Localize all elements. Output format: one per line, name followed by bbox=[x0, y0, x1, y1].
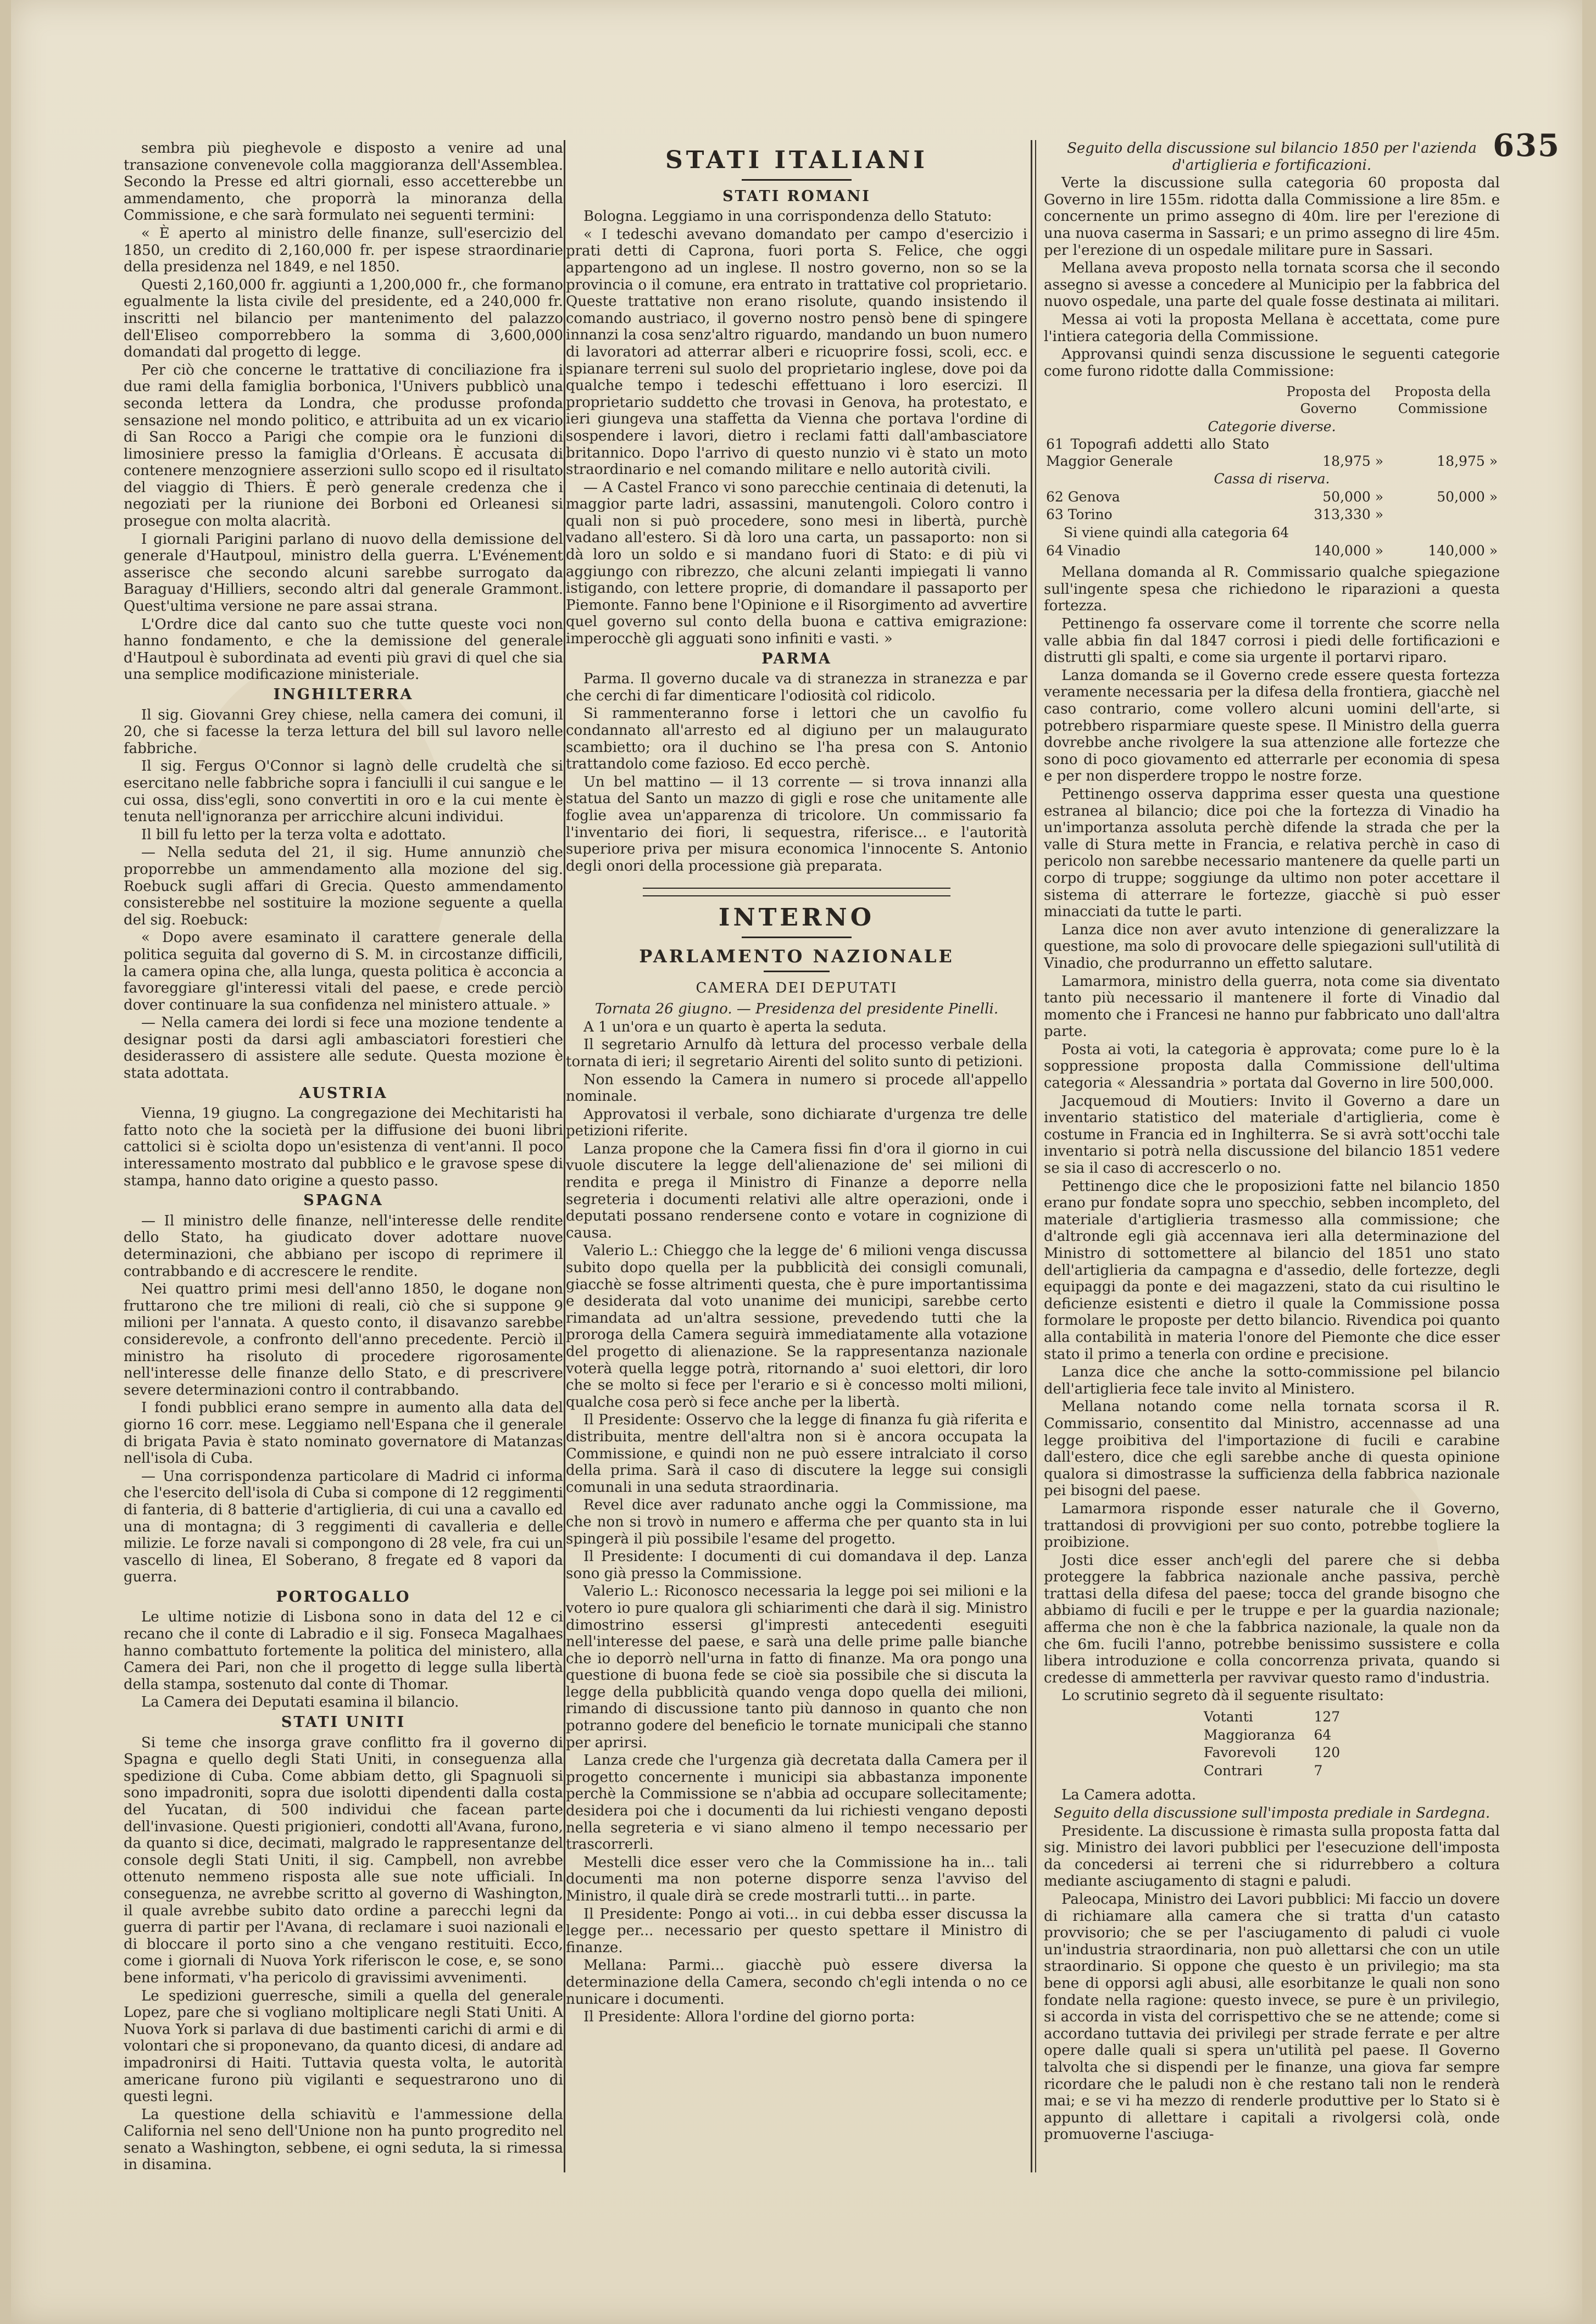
newspaper-page bbox=[11, 0, 1582, 2324]
table-row: 64 Vinadio 140,000 » 140,000 » bbox=[1046, 542, 1498, 559]
paragraph: « I tedeschi avevano domandato per campo d'esercizio i prati detti di Caprona, fuori porta S. Felice, che oggi appartengono ad un inglese. Il nostro governo, non so se la provincia o il comune, era entrato in trattative col proprietario. Queste trattative non erano risolute, quando insistendo il comando austriaco, il governo nostro pensò bene di spingere innanzi la cosa senz'altro riguardo, mandando un buon numero di lavoratori ad atterrar alberi e ricuoprire fossi, scoli, ecc. e spianare terreni sul suolo del proprietario inglese, dove poi da qualche tempo i tedeschi effettuano i loro esercizi. Il proprietario suddetto che trovasi in Genova, ha protestato, e ieri giungeva una staffetta da Vienna che portava l'ordine di sospendere i lavori, dietro i reclami fatti dall'ambasciatore britannico. Dopo l'arrivo di questo nunzio vi è stato un moto straordinario e nel comando militare e nello autorità civili. bbox=[566, 226, 1027, 478]
session-line: Tornata 26 giugno. — Presidenza del presidente Pinelli. bbox=[594, 1001, 999, 1018]
paragraph: Pettinengo dice che le proposizioni fatte nel bilancio 1850 erano pur fondate sopra uno specchio, sebben incompleto, del materiale d'artiglieria trasmesso alla commissione; che d'altronde egli già accennava ieri alla determinazione del Ministro di sottomettere al bilancio del 1851 uno stato dell'artiglieria da campagna e d'assedio, delle fortezze, degli equipaggi da ponte e dei magazzeni, stato da cui risultino le deficienze esistenti e dietro il quale la Commissione possa formolare le proposte per detto bilancio. Rivendica poi quanto alla contabilità in materia l'onore del Piemonte che dice esser stato il primo a tenerla con ordine e precisione. bbox=[1044, 1178, 1500, 1363]
paragraph: Valerio L.: Chieggo che la legge de' 6 milioni venga discussa subito dopo quella per la pubblicità dei consigli comunali, giacchè se fosse altrimenti questa, che è pure importantissima e desiderata dal voto unanime dei municipi, sarebbe certo rimandata ad un'altra sessione, prevedendo tutti che la proroga della Camera seguirà immediatamente alla votazione del progetto di alienazione. Se la rappresentanza nazionale voterà quella legge potrà, ritornando a' suoi elettori, dir loro che se molto si fece per l'erario e si è concesso molti milioni, qualche cosa però si fece anche per la libertà. bbox=[566, 1242, 1027, 1411]
paragraph: — A Castel Franco vi sono parecchie centinaia di detenuti, la maggior parte ladri, assassini, manutengoli. Coloro contro i quali non si può procedere, sono mesi in libertà, purchè vadano all'estero. Si dà loro una carta, un passaporto: non si dà loro un soldo e si mandano fuori di Stato: e di più vi aggiungo con ribrezzo, che alcuni zelanti impiegati li vanno istigando, con lettere proprie, di domandare il passaporto per Piemonte. Fanno bene l'Opinione e il Risorgimento ad avvertire quel governo sul conto della buona e cattiva emigrazione: imperocchè gli agguati sono infiniti e vasti. » bbox=[566, 479, 1027, 648]
paragraph: Il Presidente: I documenti di cui domandava il dep. Lanza sono già presso la Commissione. bbox=[566, 1548, 1027, 1582]
paragraph: Si rammenteranno forse i lettori che un cavolfio fu condannato all'arresto ed al digiuno per un malaugurato scambietto; ora il duchino se l'ha presa con S. Antonio trattandolo come fazioso. Ed ecco perchè. bbox=[566, 705, 1027, 773]
paragraph: Josti dice esser anch'egli del parere che si debba proteggere la fabbrica nazionale anche passiva, perchè trattasi della difesa del paese; tocca del grande bisogno che abbiamo di fucili e per le truppe e per la guardia nazionale; afferma che non è che la fabbrica nazionale, la quale non da che 6m. fucili l'anno, potrebbe benissimo sussistere e colla libera introduzione e colla concorrenza privata, quando si credesse di ammetterla per ravvivar questo ramo d'industria. bbox=[1044, 1552, 1500, 1686]
paragraph: Le ultime notizie di Lisbona sono in data del 12 e ci recano che il conte di Labradio e il sig. Fonseca Magalhaes hanno combattuto fortemente la politica del ministero, alla Camera dei Pari, non che il progetto di legge sulla libertà della stampa, sostenuto dal conte di Thomar. bbox=[124, 1609, 563, 1693]
table-row: Contrari 7 bbox=[1203, 1762, 1323, 1779]
paragraph: Mestelli dice esser vero che la Commissione ha in... tali documenti ma non poterne disporre senza l'avviso del Ministro, il quale dirà se crede mostrarli tutti... in parte. bbox=[566, 1854, 1027, 1904]
paragraph: Approvansi quindi senza discussione le seguenti categorie come furono ridotte dalla Commissione: bbox=[1044, 346, 1500, 380]
paragraph: Messa ai voti la proposta Mellana è accettata, come pure l'intiera categoria della Commissione. bbox=[1044, 311, 1500, 345]
paragraph: A 1 un'ora e un quarto è aperta la seduta. bbox=[583, 1018, 887, 1035]
paragraph: Le spedizioni guerresche, simili a quella del generale Lopez, pare che si vogliano moltiplicare negli Stati Uniti. A Nuova York si parlava di due bastimenti carichi di armi e di volontari che si proponevano, da quanto dicesi, di andare ad impadronirsi di Haiti. Tuttavia questa volta, le autorità americane furono più vigilanti e sequestrarono uno di questi legni. bbox=[124, 1987, 563, 2105]
paragraph: Il Presidente: Allora l'ordine del giorno porta: bbox=[583, 2009, 915, 2026]
paragraph: Bologna. Leggiamo in una corrispondenza dello Statuto: bbox=[583, 208, 992, 225]
vote-result-table bbox=[1194, 1708, 1350, 1780]
page-number: 635 bbox=[1493, 127, 1560, 164]
paragraph: Pettinengo osserva dapprima esser questa una questione estranea al bilancio; dice poi che la fortezza di Vinadio ha un'importanza assoluta perchè difende la strada che per la valle di Stura mette in Francia, e relativa perchè in caso di pericolo non sarebbe necessario mantenere da quelle parti un corpo di truppe; soggiunge da ultimo non poter accettare il sistema di atterrare le fortezze, giacchè si può esser minacciati da tutte le parti. bbox=[1044, 785, 1500, 921]
title-stati-italiani: STATI ITALIANI bbox=[665, 146, 928, 174]
paragraph: Revel dice aver radunato anche oggi la Commissione, ma che non si trovò in numero e afferma che per quanto sta in lui spingerà il più possibile l'esame del progetto. bbox=[566, 1497, 1027, 1547]
paragraph: Lanza dice che anche la sotto-commissione pel bilancio dell'artiglieria fece tale invito al Ministero. bbox=[1044, 1364, 1500, 1397]
paragraph: — Il ministro delle finanze, nell'interesse delle rendite dello Stato, ha giudicato dover adottare nuove determinazioni, che abbiano per iscopo di reprimere il contrabbando e di accrescere le rendite. bbox=[124, 1212, 563, 1280]
section-heading-inghilterra: INGHILTERRA bbox=[273, 686, 414, 703]
paragraph: Mellana notando come nella tornata scorsa il R. Commissario, consentito dal Ministro, accennasse ad una legge proibitiva del l'importazione di fucili e carabine dall'estero, dice che egli sarebbe anche di questa opinione qualora si dimostrasse la sufficienza della fabbrica nazionale pei bisogni del paese. bbox=[1044, 1398, 1500, 1500]
paragraph: Vienna, 19 giugno. La congregazione dei Mechitaristi ha fatto noto che la società per la diffusione dei buoni libri cattolici si è sciolta dopo un'esistenza di vent'anni. Il poco interessamento mostrato dal pubblico e le gravose spese di stampa, hanno dato origine a questo passo. bbox=[124, 1105, 563, 1189]
paragraph: Il sig. Giovanni Grey chiese, nella camera dei comuni, il 20, che si facesse la terza lettura del bill sul lavoro nelle fabbriche. bbox=[124, 706, 563, 757]
paragraph: Lo scrutinio segreto dà il seguente risultato: bbox=[1061, 1687, 1384, 1704]
paragraph: Paleocapa, Ministro dei Lavori pubblici: Mi faccio un dovere di richiamare alla camera che si tratta d'un catasto provvisorio; che se per l'asciugamento di paludi ci vuole un'industria straordinaria, non può allettarsi che con un utile straordinario. Si oppone che questo è un privilegio; ma sta bene di opporsi agli abusi, alle esorbitanze le quali non sono fondate nella ragione: questo invece, se pure è un privilegio, si accorda in vista del corrispettivo che se ne attende; come si accordano tuttavia dei privilegi per strade ferrate e per altre opere dalle quali si spera un'utilità pel paese. Il Governo talvolta che si dispendi per le finanze, una giova far sempre ricordare che le paludi non è che restano tali non le renderà mai; e se vi ha mezzo di renderle produttive per lo Stato si è appunto di allettare i capitali a rivolgersi colà, onde promuoverne l'asciuga- bbox=[1044, 1891, 1500, 2143]
paragraph: « È aperto al ministro delle finanze, sull'esercizio del 1850, un credito di 2,160,000 fr. per ispese straordinarie della presidenza nel 1849, e nel 1850. bbox=[124, 225, 563, 276]
section-heading-parma: PARMA bbox=[761, 650, 832, 667]
paragraph: Verte la discussione sulla categoria 60 proposta dal Governo in lire 155m. ridotta dalla Commissione a lire 85m. e concernente un primo assegno di 40m. lire per l'erezione di una nuova caserma in Sassari; e un primo assegno di lire 45m. per l'erezione di un ospedale militare pure in Sassari. bbox=[1044, 175, 1500, 259]
title-rule bbox=[764, 971, 830, 972]
paragraph: Presidente. La discussione è rimasta sulla proposta fatta dal sig. Ministro dei lavori pubblici per l'esecuzione dell'imposta da concedersi ai terreni che si ridurrebbero a coltura mediante asciugamento di stagni e paludi. bbox=[1044, 1823, 1500, 1890]
paragraph: Mellana: Parmi... giacchè può essere diversa la determinazione della Camera, secondo ch'egli intenda o no ce nunicare i documenti. bbox=[566, 1957, 1027, 2008]
paragraph: Un bel mattino — il 13 corrente — si trova innanzi alla statua del Santo un mazzo di gigli e rose che unitamente alle foglie avea un'apparenza di tricolore. Un commissario fa l'inventario dei fiori, li sequestra, riferisce... e l'autorità superiore priva per misura economica l'innocente S. Antonio degli onori della processione già preparata. bbox=[566, 773, 1027, 874]
column-2 bbox=[566, 140, 1027, 2027]
column-rule bbox=[1031, 140, 1032, 2172]
table-note-row: Si viene quindi alla categoria 64 bbox=[1064, 525, 1289, 541]
paragraph: Questi 2,160,000 fr. aggiunti a 1,200,000 fr., che formano egualmente la lista civile del presidente, ed a 240,000 fr. inscritti nel bilancio per mantenimento del palazzo dell'Eliseo comporrebbero la somma di 3,600,000 domandati dal progetto di legge. bbox=[124, 276, 563, 361]
paragraph: Non essendo la Camera in numero si procede all'appello nominale. bbox=[566, 1071, 1027, 1105]
column-1 bbox=[124, 140, 563, 2175]
paragraph: Mellana aveva proposto nella tornata scorsa che il secondo assegno si avesse a concedere al Municipio per la fabbrica del nuovo ospedale, una parte del quale fosse destinata ai militari. bbox=[1044, 260, 1500, 310]
table-row: Favorevoli 120 bbox=[1203, 1745, 1341, 1761]
subsection-heading: Seguito della discussione sull'imposta prediale in Sardegna. bbox=[1053, 1805, 1491, 1821]
paragraph: Mellana domanda al R. Commissario qualche spiegazione sull'ingente spesa che richiedono le riparazioni a questa fortezza. bbox=[1044, 564, 1500, 615]
section-heading-stati-romani: STATI ROMANI bbox=[722, 187, 871, 205]
paragraph: Il Presidente: Pongo ai voti... in cui debba esser discussa la legge per... necessario per questo spettare il Ministro di finanze. bbox=[566, 1905, 1027, 1956]
paragraph: Si teme che insorga grave conflitto fra il governo di Spagna e quello degli Stati Uniti, in conseguenza alla spedizione di Cuba. Come abbiam detto, gli Spagnuoli si sono impadroniti, sopra due isolotti dipendenti dalla costa del Yucatan, di 500 individui che facean parte dell'invasione. Questi prigionieri, condotti all'Avana, furono, da quanto si dice, decimati, malgrado le rappresentanze del console degli Stati Uniti, il sig. Campbell, non avrebbe ottenuto nemmeno risposta alle sue note ufficiali. In conseguenza, ne avrebbe scritto al governo di Washington, il quale avrebbe subito dato ordine a parecchi legni da guerra di partir per l'Avana, di reclamare i suoi nazionali e di bloccare il porto sino a che vengano restituiti. Ecco, come i giornali di Nuova York riferiscon le cose, e, se sono bene informati, v'ha pericolo di gravissimi avvenimenti. bbox=[124, 1734, 563, 1986]
paragraph: — Una corrispondenza particolare di Madrid ci informa che l'esercito dell'isola di Cuba si compone di 12 reggimenti di fanteria, di 8 batterie d'artiglieria, di cui una a cavallo ed una di montagna; di 3 reggimenti di cavalleria e delle milizie. Le forze navali si compongono di 28 vele, fra cui un vascello di linea, El Soberano, 8 fregate ed 8 vapori da guerra. bbox=[124, 1468, 563, 1586]
paragraph: L'Ordre dice dal canto suo che tutte queste voci non hanno fondamento, e che la demissione del generale d'Hautpoul è subordinata ad eventi più gravi di quel che sia una semplice modificazione ministeriale. bbox=[124, 616, 563, 683]
heading-camera: CAMERA DEI DEPUTATI bbox=[696, 979, 898, 996]
column-3 bbox=[1044, 140, 1500, 2144]
paragraph: La Camera dei Deputati esamina il bilancio. bbox=[141, 1694, 459, 1711]
paragraph: — Nella seduta del 21, il sig. Hume annunziò che proporrebbe un ammendamento alla mozione del sig. Roebuck sugli affari di Grecia. Questo ammendamento consisterebbe nel sostituire la mozione seguente a quella del sig. Roebuck: bbox=[124, 844, 563, 928]
paragraph: Il Presidente: Osservo che la legge di finanza fu già riferita e distribuita, mentre dell'altra non si è ancora occupata la Commissione, e quindi non ne può essere intralciato il corso della prima. Sarà il caso di discutere la legge sui consigli comunali in una seduta straordinaria. bbox=[566, 1412, 1027, 1496]
section-heading-stati-uniti: STATI UNITI bbox=[281, 1714, 406, 1731]
table-row: 63 Torino 313,330 » bbox=[1046, 506, 1383, 523]
column-header: Proposta del Governo bbox=[1286, 384, 1371, 416]
table-row: 62 Genova 50,000 » 50,000 » bbox=[1046, 488, 1498, 505]
paragraph: Per ciò che concerne le trattative di conciliazione fra i due rami della famiglia borbonica, l'Univers pubblicò una seconda lettera da Londra, che produsse profonda sensazione nel mondo politico, e attribuita ad un ex vicario di San Rocco a Parigi che compie ora le funzioni di limosiniere presso la famiglia d'Orleans. È accusata di contenere menzogniere asserzioni sullo scopo ed il risultato del viaggio di Thiers. È però generale credenza che i negoziati per la riunione dei Borboni ed Orleanesi si prosegue con molta alacrità. bbox=[124, 361, 563, 530]
paragraph: Lanza crede che l'urgenza già decretata dalla Camera per il progetto concernente i municipi sia abbastanza imponente perchè la Commissione se n'abbia ad occupare sollecitamente; desidera poi che i documenti da lui richiesti vengano deposti nella segreteria e vi siano almeno il tempo necessario per trascorrerli. bbox=[566, 1752, 1027, 1853]
paragraph: I giornali Parigini parlano di nuovo della demissione del generale d'Hautpoul, ministro della guerra. L'Evénement asserisce che secondo alcuni sarebbe surrogato da Baraguay d'Hilliers, secondo altri dal generale Grammont. Quest'ultima versione ne pare assai strana. bbox=[124, 531, 563, 615]
paragraph: Il sig. Fergus O'Connor si lagnò delle crudeltà che si esercitano nelle fabbriche sopra i fanciulli il cui sangue e le cui ossa, diss'egli, sono convertiti in oro e la cui mente è tenuta nell'ignoranza per arricchire alcuni individui. bbox=[124, 758, 563, 826]
table-section-row: Cassa di riserva. bbox=[1214, 471, 1330, 487]
paragraph: Lanza dice non aver avuto intenzione di generalizzare la questione, ma solo di provocare delle spiegazioni sull'utilità di Vinadio, che produrranno un effetto salutare. bbox=[1044, 921, 1500, 972]
subsection-heading: Seguito della discussione sul bilancio 1850 per l'azienda d'artiglieria e fortificazioni. bbox=[1067, 140, 1477, 174]
paragraph: « Dopo avere esaminato il carattere generale della politica seguita dal governo di S. M. in circostanze difficili, la camera opina che, alla lunga, questa politica è acconcia a favoreggiare gl'interessi vitali del paese, e crede perciò dover continuare la sua confidenza nel ministero attuale. » bbox=[124, 929, 563, 1013]
table-row: Votanti 127 bbox=[1203, 1709, 1341, 1725]
paragraph: Il segretario Arnulfo dà lettura del processo verbale della tornata di ieri; il segretario Airenti del solito sunto di petizioni. bbox=[566, 1036, 1027, 1070]
paragraph: I fondi pubblici erano sempre in aumento alla data del giorno 16 corr. mese. Leggiamo nell'Espana che il generale di brigata Pavia è stato nominato governatore di Matanzas nell'isola di Cuba. bbox=[124, 1400, 563, 1467]
paragraph: Posta ai voti, la categoria è approvata; come pure lo è la soppressione proposta dalla Commissione dell'ultima categoria « Alessandria » portata dal Governo in lire 500,000. bbox=[1044, 1041, 1500, 1092]
paragraph: sembra più pieghevole e disposto a venire ad una transazione convenevole colla maggioranza dell'Assemblea. Secondo la Presse ed altri giornali, esso accetterebbe un ammendamento, che proporrà la minoranza della Commissione, e che sarà formulato nei seguenti termini: bbox=[124, 140, 563, 224]
paragraph: Lamarmora risponde esser naturale che il Governo, trattandosi di provvigioni per suo conto, potrebbe togliere la proibizione. bbox=[1044, 1500, 1500, 1551]
paragraph: Lanza propone che la Camera fissi fin d'ora il giorno in cui vuole discutere la legge dell'alienazione de' sei milioni di rendita e prega il Ministro di Finanze a deporre nella segreteria i documenti relativi alle altre operazioni, onde i deputati possano rendersene conto e votare in cognizione di causa. bbox=[566, 1140, 1027, 1241]
paragraph: — Nella camera dei lordi si fece una mozione tendente a designar posti da darsi agli ambasciatori forestieri che desiderassero di assistere alle sedute. Questa mozione è stata adottata. bbox=[124, 1015, 563, 1082]
title-interno: INTERNO bbox=[718, 904, 875, 932]
paragraph: Lanza domanda se il Governo crede essere questa fortezza veramente necessaria per la difesa della frontiera, giacchè nel caso contrario, come vollero alcuni uomini dell'arte, si potrebbero risparmiare queste spese. Il Ministro della guerra dovrebbe anche rivolgere la sua attenzione alle fortezze che sono di poco giovamento ed atterrarle per economia di spesa e per non disperdere troppo le nostre forze. bbox=[1044, 667, 1500, 785]
column-rule bbox=[1035, 140, 1036, 2172]
paragraph: Nei quattro primi mesi dell'anno 1850, le dogane non fruttarono che tre milioni di reali, ciò che si suppone 9 milioni per l'annata. A questo conto, il disavanzo sarebbe considerevole, a confronto dell'anno precedente. Perciò il ministro ha risoluto di procedere rigorosamente nell'interesse delle finanze dello Stato, e di prescrivere severe determinazioni contro il contrabbando. bbox=[124, 1281, 563, 1398]
title-parlamento: PARLAMENTO NAZIONALE bbox=[639, 945, 954, 967]
title-rule bbox=[742, 937, 852, 938]
column-rule bbox=[564, 140, 565, 2172]
paragraph: Approvatosi il verbale, sono dichiarate d'urgenza tre delle petizioni riferite. bbox=[566, 1106, 1027, 1140]
paragraph: Jacquemoud di Moutiers: Invito il Governo a dare un inventario statistico del materiale d'artiglieria, come è costume in Francia ed in Inghilterra. Se si avrà sott'occhi tale inventario si potrà nella discussione del bilancio 1851 vedere se sia il caso di accrescerlo o no. bbox=[1044, 1093, 1500, 1177]
section-heading-spagna: SPAGNA bbox=[303, 1192, 383, 1210]
table-row: 61 Topografi addetti allo Stato Maggior Generale 18,975 » 18,975 » bbox=[1046, 436, 1498, 469]
paragraph: Lamarmora, ministro della guerra, nota come sia diventato tanto più necessario il mantenere il forte di Vinadio dal momento che i Francesi ne hanno pur fabbricato uno dall'altra parte. bbox=[1044, 973, 1500, 1040]
section-heading-portogallo: PORTOGALLO bbox=[276, 1588, 411, 1606]
column-header: Proposta della Commissione bbox=[1394, 384, 1491, 416]
paragraph: Pettinengo fa osservare come il torrente che scorre nella valle abbia fin dal 1847 corrosi i piedi delle fortificazioni e distrutti gli spalti, e come sia urgente il portarvi riparo. bbox=[1044, 616, 1500, 666]
paragraph: La questione della schiavitù e l'ammessione della California nel seno dell'Unione non ha punto progredito nel senato a Washington, sebbene, ei ogni seduta, la si rimessa in disamina. bbox=[124, 2106, 563, 2173]
categories-table bbox=[1044, 383, 1500, 560]
paragraph: Valerio L.: Riconosco necessaria la legge poi sei milioni e la votero io pure qualora gli schiarimenti che darà il sig. Ministro dimostrino essersi gl'impresti antecedenti eseguiti nell'interesse del paese, e sarà una delle prime palle bianche che io deporrò nell'urna in fatto di finanze. Ma ora pongo una questione di buona fede se cioè sia possibile che si discuta la legge della pubblicità quando venga dopo quella dei milioni, rimando di discussione tanto più dannoso in quanto che non potranno godere del beneficio le tornate municipali che stanno per aprirsi. bbox=[566, 1583, 1027, 1751]
title-rule bbox=[742, 179, 852, 181]
table-row: Maggioranza 64 bbox=[1203, 1726, 1332, 1743]
paragraph: La Camera adotta. bbox=[1061, 1787, 1197, 1804]
table-header-row bbox=[1044, 383, 1500, 417]
section-heading-austria: AUSTRIA bbox=[299, 1084, 388, 1102]
section-ornament bbox=[643, 888, 950, 896]
paragraph: Il bill fu letto per la terza volta e adottato. bbox=[141, 826, 447, 843]
paragraph: Parma. Il governo ducale va di stranezza in stranezza e par che cerchi di far dimenticare l'odiosità col ridicolo. bbox=[566, 671, 1027, 704]
table-section-row: Categorie diverse. bbox=[1208, 418, 1336, 434]
